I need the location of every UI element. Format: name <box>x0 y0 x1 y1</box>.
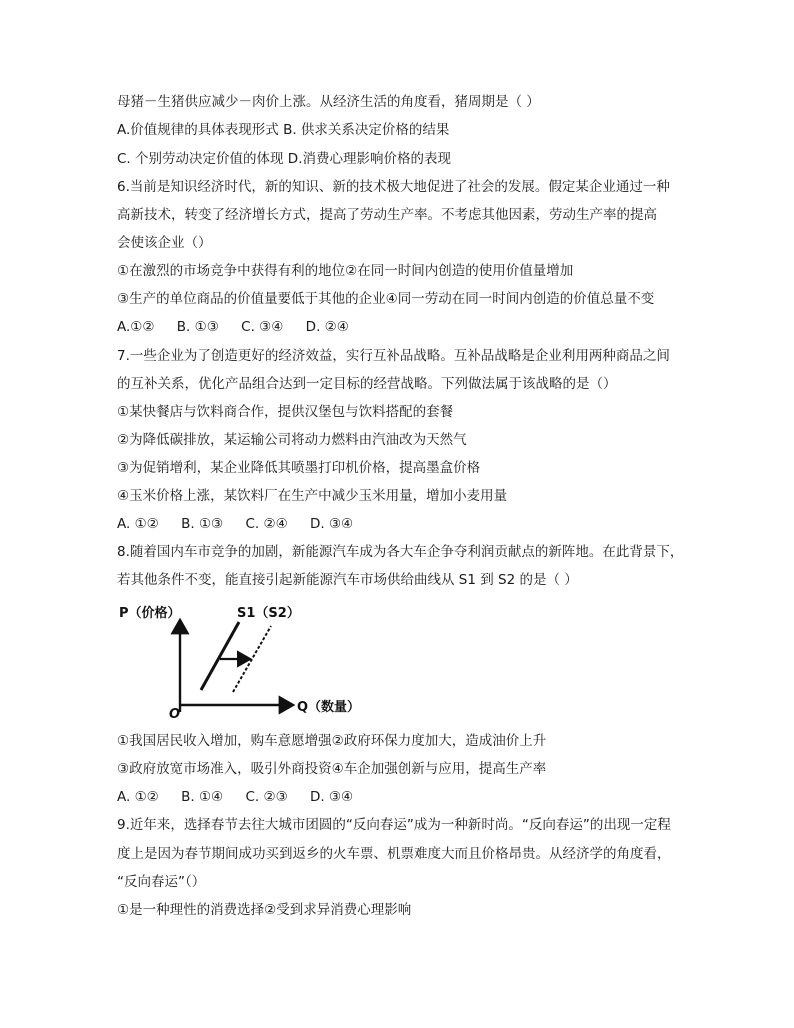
q7-item3: ③为促销增利，某企业降低其喷墨打印机价格，提高墨盒价格 <box>117 460 481 476</box>
q7-option-a: A. ①② <box>117 516 159 532</box>
q7-item1: ①某快餐店与饮料商合作，提供汉堡包与饮料搭配的套餐 <box>117 404 454 420</box>
q6-option-d: D. ②④ <box>305 319 349 335</box>
q7-stem-line2: 的互补关系，优化产品组合达到一定目标的经营战略。下列做法属于该战略的是（） <box>117 376 617 392</box>
supply-shift-figure <box>115 600 365 725</box>
q8-items-line1: ①我国居民收入增加，购车意愿增强②政府环保力度加大，造成油价上升 <box>117 733 547 749</box>
q8-option-a: A. ①② <box>117 789 159 805</box>
q9-stem-line3: “反向春运”（） <box>117 874 206 890</box>
q6-stem-line2: 高新技术，转变了经济增长方式，提高了劳动生产率。不考虑其他因素，劳动生产率的提高 <box>117 207 657 223</box>
q5-options-line2: C. 个别劳动决定价值的体现 D.消费心理影响价格的表现 <box>117 151 451 167</box>
q7-options <box>117 515 371 533</box>
origin-label: O <box>169 707 181 722</box>
q6-options <box>117 318 367 336</box>
q7-item4: ④玉米价格上涨，某饮料厂在生产中减少玉米用量，增加小麦用量 <box>117 488 508 504</box>
q6-option-a: A.①② <box>117 319 155 335</box>
q7-option-d: D. ③④ <box>309 516 354 532</box>
q5-stem: 母猪－生猪供应减少－肉价上涨。从经济生活的角度看，猪周期是（ ） <box>117 94 540 110</box>
q7-item2: ②为降低碳排放，某运输公司将动力燃料由汽油改为天然气 <box>117 432 467 448</box>
q7-stem-line1: 7.一些企业为了创造更好的经济效益，实行互补品战略。互补品战略是企业利用两种商品之间 <box>117 348 670 364</box>
q8-items-line2: ③政府放宽市场准入，吸引外商投资④车企加强创新与应用，提高生产率 <box>117 761 547 777</box>
q8-option-d: D. ③④ <box>309 789 354 805</box>
q6-option-b: B. ①③ <box>176 319 219 335</box>
q8-stem-line1: 8.随着国内车市竞争的加剧，新能源汽车成为各大车企争夺利润贡献点的新阵地。在此背景下， <box>117 544 684 560</box>
q8-option-c: C. ②③ <box>245 789 288 805</box>
supply-curve-s1 <box>201 622 239 690</box>
q6-option-c: C. ③④ <box>241 319 284 335</box>
q8-stem-line2: 若其他条件不变，能直接引起新能源汽车市场供给曲线从 S1 到 S2 的是（ ） <box>117 572 578 588</box>
q8-option-b: B. ①④ <box>181 789 224 805</box>
q9-stem-line1: 9.近年来，选择春节去往大城市团圆的“反向春运”成为一种新时尚。“反向春运”的出现一定程 <box>117 817 671 833</box>
q6-items-line2: ③生产的单位商品的价值量要低于其他的企业④同一劳动在同一时间内创造的价值总量不变 <box>117 291 655 307</box>
q5-options-line1: A.价值规律的具体表现形式 B. 供求关系决定价格的结果 <box>117 122 450 138</box>
q6-stem-line3: 会使该企业（） <box>117 235 212 251</box>
q7-option-c: C. ②④ <box>245 516 288 532</box>
y-axis-label: P（价格） <box>119 606 181 621</box>
curve-label: S1（S2） <box>237 606 300 621</box>
x-axis-label: Q（数量） <box>297 700 361 715</box>
q6-stem-line1: 6.当前是知识经济时代，新的知识、新的技术极大地促进了社会的发展。假定某企业通过一种 <box>117 179 670 195</box>
supply-shift-graph <box>115 600 365 725</box>
q7-option-b: B. ①③ <box>181 516 224 532</box>
q9-stem-line2: 度上是因为春节期间成功买到返乡的火车票、机票难度大而且价格昂贵。从经济学的角度看， <box>117 846 671 862</box>
q9-items-line1: ①是一种理性的消费选择②受到求异消费心理影响 <box>117 902 412 918</box>
q6-items-line1: ①在激烈的市场竞争中获得有利的地位②在同一时间内创造的使用价值量增加 <box>117 263 574 279</box>
q8-options <box>117 788 371 806</box>
